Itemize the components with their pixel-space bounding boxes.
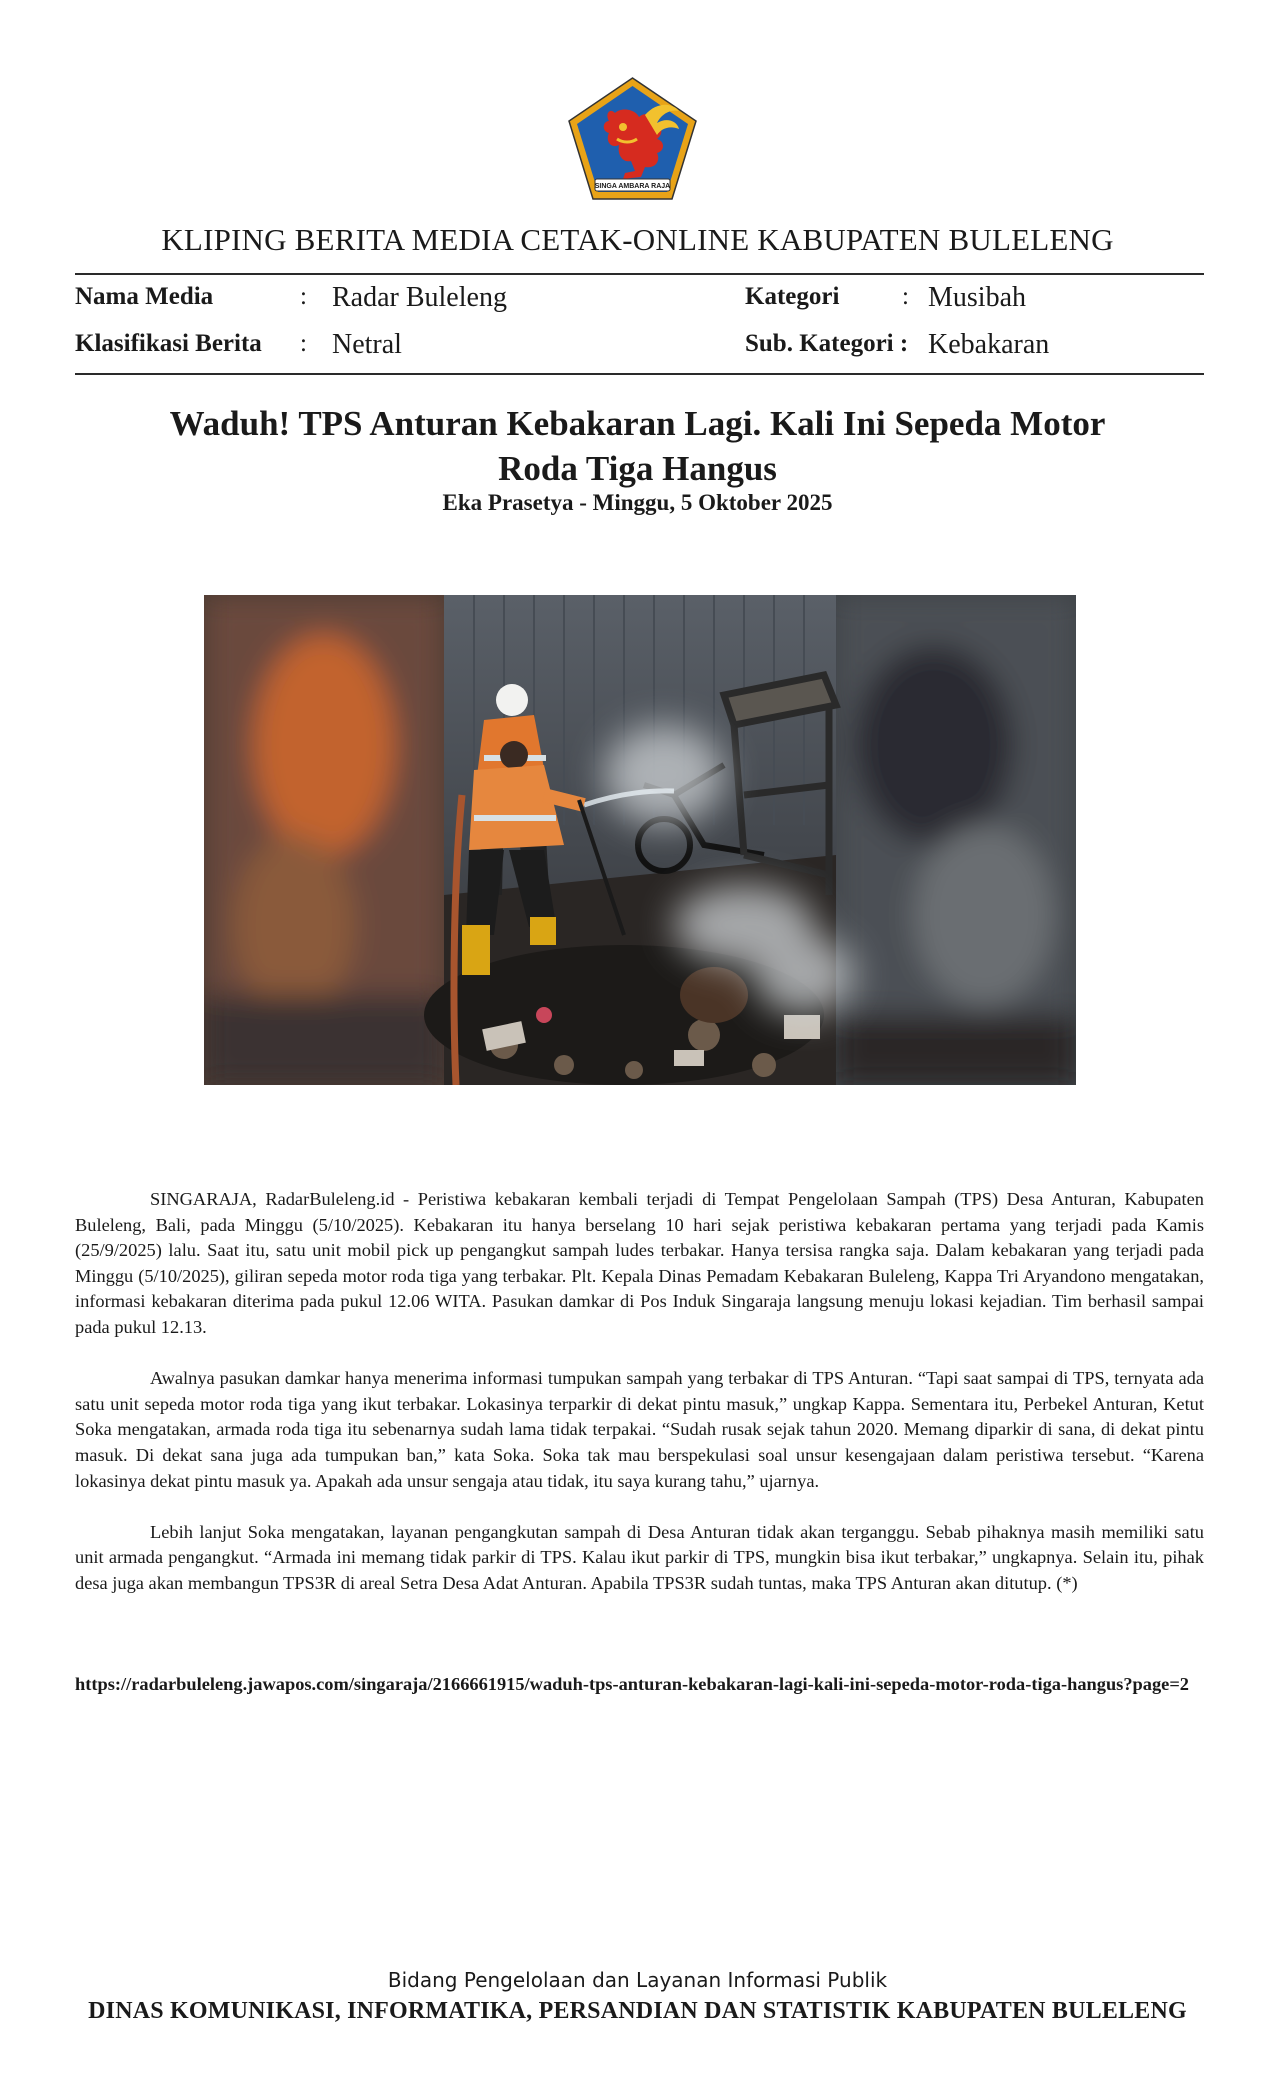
klasifikasi-colon: :: [300, 330, 307, 357]
header-divider-bottom: [75, 373, 1204, 375]
subkategori-value: Kebakaran: [928, 329, 1050, 360]
klasifikasi-value: Netral: [332, 329, 402, 360]
fire-scene-photo: [204, 595, 1076, 1085]
article-paragraph-2: Awalnya pasukan damkar hanya menerima informasi tumpukan sampah yang terbakar di TPS Anturan. “Tapi saat sampai di TPS, ternyata ada satu unit sepeda motor roda tiga yang ikut terbakar. Lokasinya terparkir di dekat pintu masuk,” ungkap Kappa. Sementara itu, Perbekel Anturan, Ketut Soka mengatakan, armada roda tiga itu sebenarnya sudah lama tidak terpakai. “Sudah rusak sejak tahun 2020. Memang diparkir di sana, di dekat pintu masuk. Di dekat sana juga ada tumpukan ban,” kata Soka. Soka tak mau berspekulasi soal unsur kesengajaan dalam peristiwa tersebut. “Karena lokasinya dekat pintu masuk ya. Apakah ada unsur sengaja atau tidak, itu saya kurang tahu,” ujarnya.: [75, 1368, 1204, 1491]
media-label: Nama Media: [75, 283, 214, 310]
buleleng-regency-logo: [565, 75, 700, 202]
media-value: Radar Buleleng: [332, 282, 507, 313]
article-paragraph-1: SINGARAJA, RadarBuleleng.id - Peristiwa kebakaran kembali terjadi di Tempat Pengelolaan Sampah (TPS) Desa Anturan, Kabupaten Buleleng, Bali, pada Minggu (5/10/2025). Kebakaran itu hanya berselang 10 hari sejak peristiwa kebakaran pertama yang terjadi pada Kamis (25/9/2025) lalu. Saat itu, satu unit mobil pick up pengangkut sampah ludes terbakar. Hanya tersisa rangka saja. Dalam kebakaran yang terjadi pada Minggu (5/10/2025), giliran sepeda motor roda tiga yang terbakar. Plt. Kepala Dinas Pemadam Kebakaran Buleleng, Kappa Tri Aryandono mengatakan, informasi kebakaran diterima pada pukul 12.06 WITA. Pasukan damkar di Pos Induk Singaraja langsung menuju lokasi kejadian. Tim berhasil sampai pada pukul 12.13.: [75, 1189, 1204, 1337]
kategori-label: Kategori: [745, 283, 840, 310]
source-url[interactable]: https://radarbuleleng.jawapos.com/singaraja/2166661915/waduh-tps-anturan-kebakaran-lagi-kali-ini-sepeda-motor-roda-tiga-hangus?page=2: [75, 1674, 1189, 1694]
footer-title: DINAS KOMUNIKASI, INFORMATIKA, PERSANDIAN DAN STATISTIK KABUPATEN BULELENG: [88, 1998, 1187, 2024]
article-byline: Eka Prasetya - Minggu, 5 Oktober 2025: [442, 490, 833, 515]
logo-motto: SINGA AMBARA RAJA: [594, 183, 671, 190]
article-paragraph-3: Lebih lanjut Soka mengatakan, layanan pengangkutan sampah di Desa Anturan tidak akan terganggu. Sebab pihaknya masih memiliki satu unit armada pengangkut. “Armada ini memang tidak parkir di TPS. Kalau ikut parkir di TPS, mungkin bisa ikut terbakar,” ungkapnya. Selain itu, pihak desa juga akan membangun TPS3R di areal Setra Desa Adat Anturan. Apabila TPS3R sudah tuntas, maka TPS Anturan akan ditutup. (*): [75, 1521, 1204, 1593]
article-headline: Waduh! TPS Anturan Kebakaran Lagi. Kali Ini Sepeda Motor Roda Tiga Hangus: [169, 404, 1106, 488]
kategori-colon: :: [902, 283, 909, 310]
footer-subtitle: Bidang Pengelolaan dan Layanan Informasi Publik: [387, 1968, 888, 1992]
article-body: [75, 1187, 1204, 1622]
header-divider-top: [75, 273, 1204, 275]
kategori-value: Musibah: [928, 282, 1026, 313]
document-title: KLIPING BERITA MEDIA CETAK-ONLINE KABUPATEN BULELENG: [161, 222, 1114, 257]
klasifikasi-label: Klasifikasi Berita: [75, 330, 262, 357]
media-colon: :: [300, 283, 307, 310]
subkategori-label: Sub. Kategori :: [745, 330, 909, 357]
